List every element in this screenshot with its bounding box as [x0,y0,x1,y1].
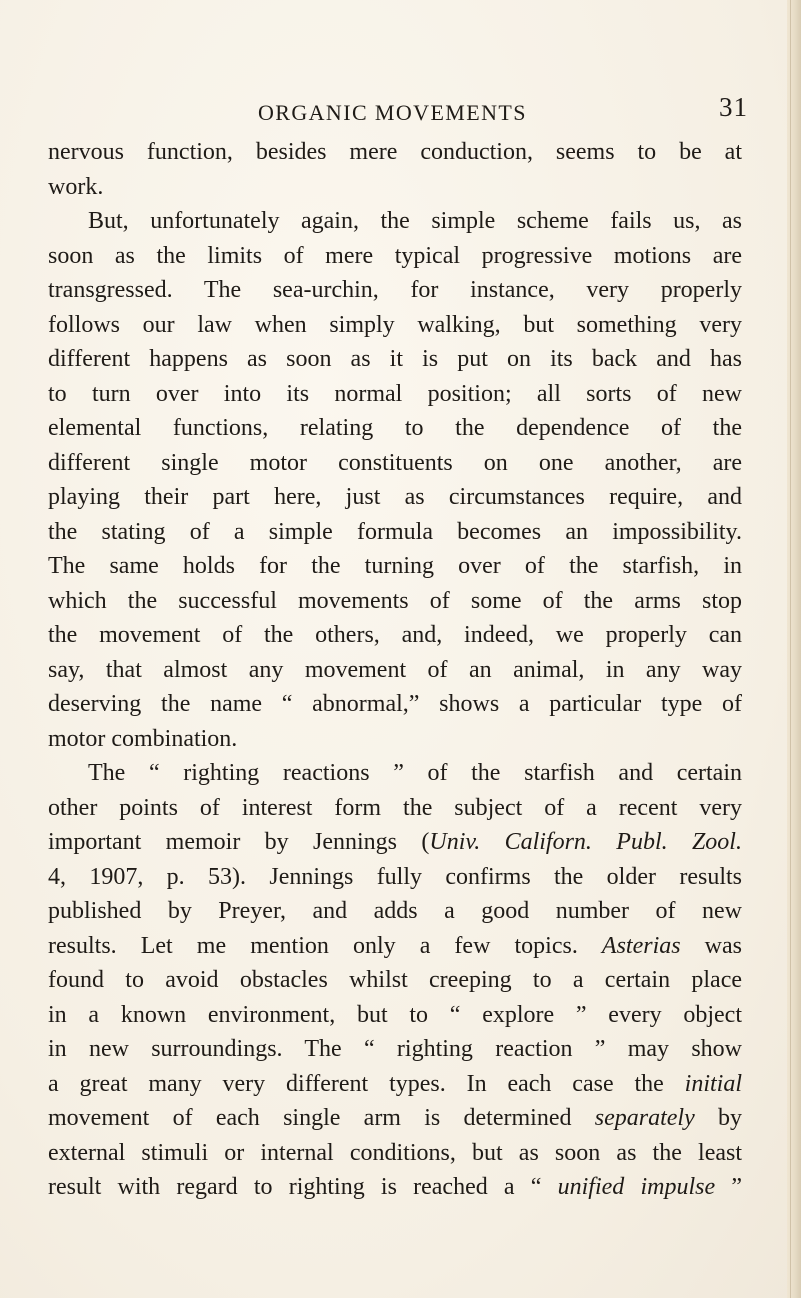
text-line: which the successful movements of some of the arms stop [48,587,742,614]
text-line: playing their part here, just as circumstances require, and [48,484,742,510]
paragraph-start-line: The “ righting reactions ” of the starfish and certain [88,760,742,786]
text-line: found to avoid obstacles whilst creeping to a certain place [48,967,742,993]
italic-term: unified impulse [557,1174,716,1200]
text-line: The same holds for the turning over of the starfish, in [48,553,742,579]
text-line: result with regard to righting is reached a “ unified impulse ” [48,1174,742,1200]
page-number: 31 [719,92,748,122]
text-line: say, that almost any movement of an animal, in any way [48,656,742,683]
text-line: a great many very different types. In each case the initial [48,1070,742,1097]
text-line: results. Let me mention only a few topics. Asterias was [48,932,743,959]
text-line: the stating of a simple formula becomes an impossibility. [48,518,742,545]
italic-citation: Univ. Californ. Publ. Zool. [429,829,742,855]
page-edge-line [790,0,791,1298]
text-line: the movement of the others, and, indeed, we properly can [48,622,742,648]
text-line: different single motor constituents on one another, are [48,449,742,476]
text-line: work. [48,173,104,200]
text-line: soon as the limits of mere typical progressive motions are [48,242,742,269]
text-line: external stimuli or internal conditions, but as soon as the least [48,1139,742,1166]
running-title: ORGANIC MOVEMENTS [258,100,527,125]
text-line: other points of interest form the subject of a recent very [48,794,742,821]
text-line: elemental functions, relating to the dependence of the [48,415,742,441]
text-line: movement of each single arm is determined separately by [48,1105,743,1131]
page-header [48,92,748,128]
text-line: nervous function, besides mere conduction, seems to be at [48,139,742,165]
body-text [48,135,742,1205]
text-line: different happens as soon as it is put on its back and has [48,346,742,372]
text-line: deserving the name “ abnormal,” shows a particular type of [48,691,742,717]
italic-term: separately [594,1105,695,1131]
text-line: published by Preyer, and adds a good number of new [48,898,742,924]
italic-term: Asterias [601,932,681,959]
text-line: transgressed. The sea-urchin, for instance, very properly [48,277,742,303]
italic-term: initial [684,1070,742,1097]
text-line: motor combination. [48,725,238,752]
text-line: 4, 1907, p. 53). Jennings fully confirms the older results [48,863,742,890]
text-line: in new surroundings. The “ righting reaction ” may show [48,1036,742,1062]
text-line: to turn over into its normal position; all sorts of new [48,380,742,407]
text-line: in a known environment, but to “ explore ” every object [48,1001,742,1028]
text-line: follows our law when simply walking, but something very [48,311,742,338]
text-line: important memoir by Jennings (Univ. Californ. Publ. Zool. [48,829,742,855]
paragraph-start-line: But, unfortunately again, the simple scheme fails us, as [88,208,742,234]
